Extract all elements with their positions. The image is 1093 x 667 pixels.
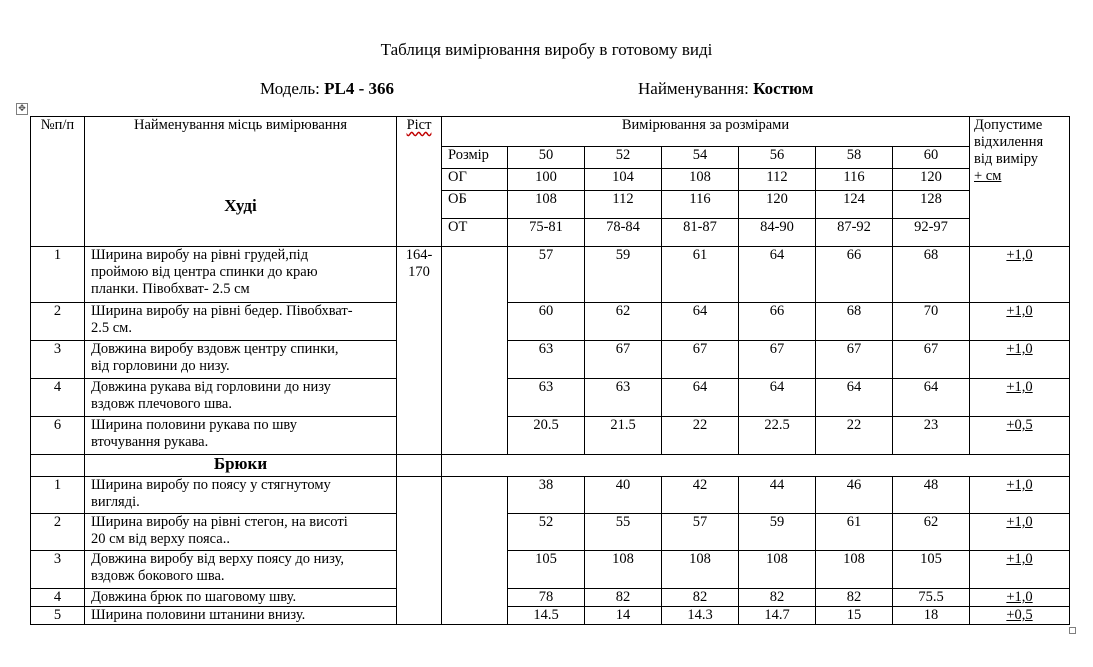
size-value: 108 (662, 169, 739, 191)
row-value: 64 (816, 379, 893, 417)
row-value: 59 (739, 514, 816, 551)
row-name-line: Ширина виробу на рівні стегон, на висоті (91, 514, 348, 530)
row-value: 63 (508, 341, 585, 379)
page-title: Таблиця вимірювання виробу в готовому виді (380, 40, 713, 59)
size-value: 112 (739, 169, 816, 191)
row-num: 3 (31, 341, 85, 379)
row-name (85, 477, 397, 514)
table-resize-handle[interactable] (1069, 627, 1076, 634)
row-tolerance (970, 514, 1070, 551)
row-value: 68 (816, 303, 893, 341)
row-value: 75.5 (893, 589, 970, 607)
name-label: Найменування: (638, 79, 749, 98)
row-name-line: Довжина виробу вздовж центру спинки, (91, 341, 339, 357)
row-value: 67 (893, 341, 970, 379)
row-num: 6 (31, 417, 85, 455)
table-row (31, 514, 1070, 551)
row-value: 108 (585, 551, 662, 589)
row-name-line: Ширина виробу по поясу у стягнутому (91, 477, 331, 493)
size-value: 84-90 (739, 219, 816, 247)
row-name-line: Довжина виробу від верху поясу до низу, (91, 551, 345, 567)
row-name-line: вздовж плечового шва. (91, 396, 232, 412)
row-num: 5 (31, 607, 85, 625)
row-value: 68 (893, 247, 970, 303)
row-name (85, 247, 397, 303)
row-num: 3 (31, 551, 85, 589)
model-line (260, 79, 394, 99)
row-value: 67 (816, 341, 893, 379)
empty-cell (442, 247, 508, 455)
row-value: 78 (508, 589, 585, 607)
row-value: 59 (585, 247, 662, 303)
size-value: 112 (585, 191, 662, 219)
size-value: 120 (739, 191, 816, 219)
row-name-line: Ширина виробу на рівні грудей,під (91, 247, 309, 263)
row-name-line: планки. Півобхват- 2.5 см (91, 281, 250, 297)
row-tolerance (970, 607, 1070, 625)
row-value: 108 (739, 551, 816, 589)
row-value: 22 (662, 417, 739, 455)
size-value: 54 (662, 147, 739, 169)
size-value: 52 (585, 147, 662, 169)
row-value: 63 (585, 379, 662, 417)
size-row-label: Розмір (442, 147, 508, 169)
row-tolerance-value: +0,5 (1006, 417, 1033, 433)
row-value: 70 (893, 303, 970, 341)
header-tolerance: Допустиме відхилення від виміру + см (970, 117, 1070, 247)
height-cell (397, 477, 442, 625)
measurement-table (30, 116, 1070, 625)
size-value: 116 (816, 169, 893, 191)
empty-cell (442, 477, 508, 625)
row-num: 1 (31, 477, 85, 514)
row-tolerance-value: +1,0 (1006, 477, 1033, 493)
row-name-line: Ширина половини штанини внизу. (91, 607, 306, 623)
row-num: 1 (31, 247, 85, 303)
row-value: 14.7 (739, 607, 816, 625)
header-num: №п/п (31, 117, 85, 247)
header-sizes: Вимірювання за розмірами (442, 117, 970, 147)
height-value: 170 (408, 264, 430, 280)
row-value: 52 (508, 514, 585, 551)
row-value: 82 (585, 589, 662, 607)
row-value: 62 (893, 514, 970, 551)
size-value: 50 (508, 147, 585, 169)
table-row (31, 303, 1070, 341)
row-num: 4 (31, 379, 85, 417)
row-value: 14 (585, 607, 662, 625)
model-label: Модель: (260, 79, 320, 98)
row-name-line: Довжина рукава від горловини до низу (91, 379, 331, 395)
size-value: 108 (508, 191, 585, 219)
size-value: 56 (739, 147, 816, 169)
header-place: Найменування місць вимірювання (133, 117, 347, 133)
row-name-line: вточування рукава. (91, 434, 209, 450)
row-tolerance-value: +1,0 (1006, 379, 1033, 395)
row-value: 42 (662, 477, 739, 514)
row-name-line: вигляді. (91, 494, 140, 510)
row-value: 21.5 (585, 417, 662, 455)
row-value: 46 (816, 477, 893, 514)
row-tolerance-value: +1,0 (1006, 514, 1033, 530)
size-value: 78-84 (585, 219, 662, 247)
row-name (85, 341, 397, 379)
row-value: 38 (508, 477, 585, 514)
section-bryuky: Брюки (85, 455, 397, 477)
row-value: 55 (585, 514, 662, 551)
row-name-line: проймою від центра спинки до краю (91, 264, 318, 280)
row-value: 14.5 (508, 607, 585, 625)
table-row (31, 247, 1070, 303)
table-row (31, 551, 1070, 589)
row-value: 44 (739, 477, 816, 514)
row-value: 63 (508, 379, 585, 417)
row-value: 105 (508, 551, 585, 589)
size-value: 104 (585, 169, 662, 191)
row-value: 82 (662, 589, 739, 607)
height-value: 164- (405, 247, 433, 263)
row-num: 4 (31, 589, 85, 607)
row-tolerance-value: +0,5 (1006, 607, 1033, 623)
row-tolerance-value: +1,0 (1006, 341, 1033, 357)
row-value: 108 (816, 551, 893, 589)
row-name (85, 303, 397, 341)
row-name-line: Довжина брюк по шаговому шву. (91, 589, 297, 605)
table-row (31, 477, 1070, 514)
row-name-line: Ширина половини рукава по шву (91, 417, 297, 433)
row-value: 57 (508, 247, 585, 303)
table-row (31, 379, 1070, 417)
row-name-line: Ширина виробу на рівні бедер. Півобхват- (91, 303, 353, 319)
row-value: 60 (508, 303, 585, 341)
size-value: 60 (893, 147, 970, 169)
row-value: 23 (893, 417, 970, 455)
table-row (31, 417, 1070, 455)
size-value: 100 (508, 169, 585, 191)
row-tolerance-value: +1,0 (1006, 303, 1033, 319)
row-name (85, 589, 397, 607)
row-value: 14.3 (662, 607, 739, 625)
row-num: 2 (31, 303, 85, 341)
row-value: 62 (585, 303, 662, 341)
row-value: 40 (585, 477, 662, 514)
table-move-handle-icon[interactable]: ✥ (16, 103, 28, 115)
row-name (85, 551, 397, 589)
size-row-label: ОБ (442, 191, 508, 219)
size-value: 120 (893, 169, 970, 191)
row-value: 108 (662, 551, 739, 589)
row-tolerance (970, 379, 1070, 417)
row-value: 18 (893, 607, 970, 625)
row-value: 66 (739, 303, 816, 341)
row-value: 61 (816, 514, 893, 551)
table-row (31, 607, 1070, 625)
size-row-label: ОТ (442, 219, 508, 247)
row-name-line: від горловини до низу. (91, 358, 230, 374)
row-value: 57 (662, 514, 739, 551)
row-tolerance-value: +1,0 (1006, 589, 1033, 605)
section-row-bryuky (31, 455, 1070, 477)
row-tolerance-value: +1,0 (1006, 247, 1033, 263)
row-name (85, 607, 397, 625)
row-value: 20.5 (508, 417, 585, 455)
size-value: 58 (816, 147, 893, 169)
row-tolerance (970, 417, 1070, 455)
section-hudi: Худі (224, 196, 257, 215)
row-name (85, 379, 397, 417)
row-value: 22 (816, 417, 893, 455)
row-value: 66 (816, 247, 893, 303)
row-value: 67 (739, 341, 816, 379)
row-value: 67 (585, 341, 662, 379)
row-tolerance (970, 589, 1070, 607)
row-value: 67 (662, 341, 739, 379)
size-value: 81-87 (662, 219, 739, 247)
name-line (638, 79, 813, 99)
row-tolerance (970, 341, 1070, 379)
row-tolerance-value: +1,0 (1006, 551, 1033, 567)
row-value: 61 (662, 247, 739, 303)
size-value: 128 (893, 191, 970, 219)
size-row-label: ОГ (442, 169, 508, 191)
row-tolerance (970, 477, 1070, 514)
row-tolerance (970, 247, 1070, 303)
row-name-line: 2.5 см. (91, 320, 132, 336)
table-row (31, 589, 1070, 607)
height-cell (397, 247, 442, 455)
size-value: 87-92 (816, 219, 893, 247)
size-value: 75-81 (508, 219, 585, 247)
row-value: 64 (893, 379, 970, 417)
row-value: 64 (739, 379, 816, 417)
row-num: 2 (31, 514, 85, 551)
model-value: PL4 - 366 (324, 79, 394, 98)
row-value: 22.5 (739, 417, 816, 455)
header-place-cell (85, 117, 397, 247)
row-name-line: вздовж бокового шва. (91, 568, 225, 584)
row-name-line: 20 см від верху пояса.. (91, 531, 230, 547)
row-value: 48 (893, 477, 970, 514)
size-value: 124 (816, 191, 893, 219)
row-tolerance (970, 303, 1070, 341)
row-name (85, 417, 397, 455)
row-value: 82 (816, 589, 893, 607)
row-value: 64 (739, 247, 816, 303)
row-value: 64 (662, 303, 739, 341)
name-value: Костюм (753, 79, 814, 98)
size-value: 116 (662, 191, 739, 219)
row-value: 82 (739, 589, 816, 607)
size-value: 92-97 (893, 219, 970, 247)
row-value: 15 (816, 607, 893, 625)
row-value: 64 (662, 379, 739, 417)
row-name (85, 514, 397, 551)
header-height: Ріст (397, 117, 442, 247)
row-value: 105 (893, 551, 970, 589)
row-tolerance (970, 551, 1070, 589)
table-row (31, 341, 1070, 379)
